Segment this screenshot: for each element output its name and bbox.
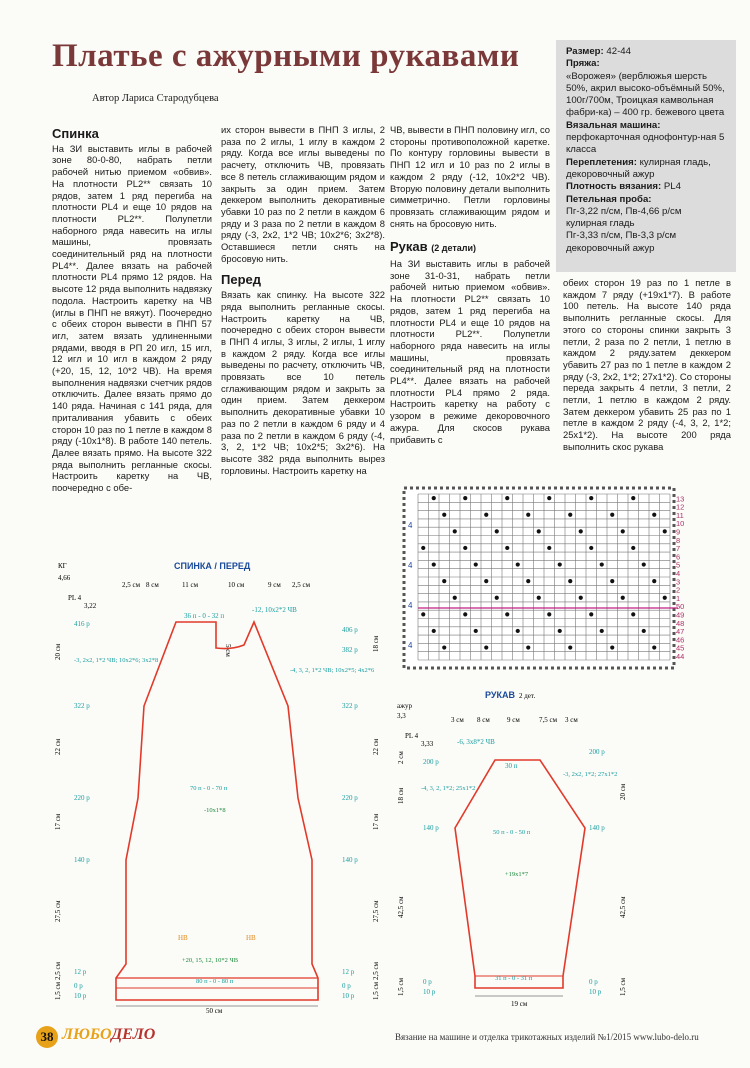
lace-dot [442, 645, 446, 649]
sleeve-top-widths [451, 716, 578, 724]
lace-dot [600, 629, 604, 633]
chart-row-label: 12 [676, 502, 685, 512]
lace-dot [432, 496, 436, 500]
svg-text:12 р: 12 р [342, 968, 355, 976]
lace-dot [621, 529, 625, 533]
hem-add-label: +20, 15, 12, 10*2 ЧВ [182, 957, 239, 964]
svg-text:9 см: 9 см [268, 581, 281, 589]
svg-text:0 р: 0 р [74, 982, 83, 990]
svg-text:18 см: 18 см [397, 787, 405, 804]
svg-text:2 см: 2 см [397, 751, 405, 764]
lace-dot [579, 529, 583, 533]
waist-label: 70 п - 0 - 70 п [190, 785, 228, 792]
bottom-width: 50 см [206, 1007, 223, 1015]
svg-text:3 см: 3 см [565, 716, 578, 724]
chart-row-label: 11 [676, 510, 684, 520]
lace-dot [516, 562, 520, 566]
sleeve-text-cont: обеих сторон 19 раз по 1 петле в каждом 7 ряду (+19х1*7). В работе 100 петель. На высоте 140 ряда выполнить регланные скосы. Для этого со стороны спинки закрыть 3 петли, 2 раза по 2 петли, 1 петлю в каждом 2 ряду.затем деккером убавить 27 раз по 1 петле в каждом 2 ряду (-3, 2х2, 1*2; 27х1*2). Со стороны переда закрыть 4 петли, 3 петли, 2 петли, 1 петлю в каждом 2 ряду. Затем деккером убавить 25 раз по 1 петле в каждом 2 ряду (-4, 3, 2, 1*2; 25х1*2). На высоте 200 ряда выполнить скос рукава [563, 277, 731, 452]
chart-row-label: 47 [676, 627, 685, 637]
left-heights [54, 643, 62, 1000]
sleeve-title-sub: 2 дет. [519, 692, 536, 700]
svg-text:12 р: 12 р [74, 968, 87, 976]
nv-label-2: НВ [246, 934, 256, 942]
front-text: Вязать как спинку. На высоте 322 ряда выполнить регланные скосы. Настроить каретку на ЧВ, поочередно с обеих сторон вывести в ПНП 4 иглы, 3 иглы, 2 иглы, 1 иглу в каждом 2 ряду. Когда все иглы выведены по расчету, отключить ЧВ, провязать все 10 петель сглаживающим рядом и закрыть за один прием. Затем деккером выполнить декоративные убавки 10 раз по 2 петли в каждом 6 ряду и 4 раза по 2 петли в каждом 6 ряду (-4, 3, 2, 1*2 ЧВ; 10х2*5; 3х2*6). На высоте 382 ряда выполнить вырез горловины. Настроить каретку на [221, 289, 385, 476]
sleeve-bottom-width: 19 см [511, 1000, 528, 1008]
lace-dot [505, 546, 509, 550]
svg-text:10 см: 10 см [228, 581, 245, 589]
lace-dot [610, 579, 614, 583]
sleeve-raglan-left: -4, 3, 2, 1*2; 25х1*2 [421, 785, 476, 792]
lace-chart [398, 484, 708, 674]
svg-text:2,5 см: 2,5 см [292, 581, 311, 589]
lace-dot [589, 496, 593, 500]
svg-text:382 р: 382 р [342, 646, 358, 654]
lace-dot [442, 513, 446, 517]
front-text-cont: ЧВ, вывести в ПНП половину игл, со стороны противоположной каретке. По контуру горловины вывести в ПНП 12 игл и 10 раз по 2 иглы в каждом 2 ряду (-12, 10х2*2 ЧВ). Вторую половину детали выполнить симметрично. Петли горловины провязать сглаживающим рядом и снять на бросовую нить. [390, 124, 550, 229]
lace-dot [484, 513, 488, 517]
chart-row-label: 9 [676, 527, 681, 537]
lace-dot [495, 529, 499, 533]
lace-dot [610, 513, 614, 517]
back-heading: Спинка [52, 126, 99, 141]
sleeve-pl-label: PL 4 [405, 732, 419, 740]
lace-dot [589, 612, 593, 616]
chart-row-label: 3 [676, 577, 681, 587]
svg-text:20 см: 20 см [619, 783, 627, 800]
svg-text:140 р: 140 р [423, 824, 439, 832]
chart-row-label: 2 [676, 585, 681, 595]
logo: ЛЮБОДЕЛО [62, 1026, 156, 1043]
svg-text:42,5 см: 42,5 см [619, 896, 627, 918]
sleeve-sub: (2 детали) [431, 243, 477, 254]
raglan-back-label: -3, 2х2, 1*2 ЧВ; 10х2*6; 3х2*8 [74, 657, 159, 664]
chart-row-label: 8 [676, 535, 681, 545]
lace-dot [505, 496, 509, 500]
lace-dot [537, 596, 541, 600]
svg-text:8 см: 8 см [477, 716, 490, 724]
lace-dot [652, 513, 656, 517]
chart-row-label: 13 [676, 494, 685, 504]
svg-text:17 см: 17 см [372, 813, 380, 830]
lace-dot [463, 546, 467, 550]
top-widths [122, 581, 311, 589]
sleeve-right-heights [619, 783, 627, 996]
lace-dot [442, 579, 446, 583]
author: Автор Лариса Стародубцева [92, 93, 219, 104]
svg-text:0 р: 0 р [423, 978, 432, 986]
lace-dot [547, 612, 551, 616]
chart-row-label: 7 [676, 544, 681, 554]
sleeve-mid: 50 п - 0 - 50 п [493, 829, 531, 836]
svg-text:10 р: 10 р [589, 988, 602, 996]
lace-dot [484, 579, 488, 583]
svg-text:220 р: 220 р [342, 794, 358, 802]
back-section [52, 128, 212, 494]
column-4 [563, 277, 731, 453]
lace-dot [568, 513, 572, 517]
svg-text:22 см: 22 см [372, 738, 380, 755]
lace-dot [631, 546, 635, 550]
svg-text:9 см: 9 см [507, 716, 520, 724]
svg-text:200 р: 200 р [589, 748, 605, 756]
chart-side-mark: 4 [408, 561, 413, 570]
front-heading: Перед [221, 272, 261, 288]
back-text-cont: их сторон вывести в ПНП 3 иглы, 2 раза по 2 иглы, 1 иглу в каждом 2 ряду. Когда все иглы выведены по расчету, отключить ЧВ, провязать все 8 петель сглаживающим рядом и закрыть за один прием. Затем деккером выполнить декоративные убавки 10 раз по 2 петли в каждом 6 ряду и 3 раза по 2 петли в каждом 8 ряду (-3, 2х2, 1*2 ЧВ; 10х2*6; 3х2*8). Оставшиеся петли снять на бросовую нить. [221, 124, 385, 264]
svg-text:42,5 см: 42,5 см [397, 896, 405, 918]
svg-text:2,5 см: 2,5 см [122, 581, 141, 589]
svg-text:11 см: 11 см [182, 581, 199, 589]
svg-text:8 см: 8 см [146, 581, 159, 589]
specs-box: Размер: 42-44 Пряжа: «Ворожея» (верблюжья шерсть 50%, акрил высоко-объёмный 50%, 100г/700м, Троицкая камвольная фабри-ка) – 400 гр. бежевого цвета Вязальная машина: перфокарточная однофонтур-ная 5 класса Переплетения: кулирная гладь, декоровочный ажур Плотность вязания: PL4 Петельная проба: Пг-3,22 п/см, Пв-4,66 р/см кулирная гладь Пг-3,33 п/см, Пв-3,3 р/см декоровочный ажур [556, 40, 736, 272]
chart-row-label: 4 [676, 569, 681, 578]
lace-dot [652, 579, 656, 583]
svg-text:1,5 см: 1,5 см [397, 977, 405, 996]
chart-row-label: 44 [676, 652, 685, 661]
footer-text: Вязание на машине и отделка трикотажных изделий №1/2015 www.lubo-delo.ru [395, 1032, 699, 1042]
svg-text:406 р: 406 р [342, 626, 358, 634]
svg-text:17 см: 17 см [54, 813, 62, 830]
diagram-title: СПИНКА / ПЕРЕД [174, 561, 251, 571]
lace-dot [631, 612, 635, 616]
svg-text:20 см: 20 см [54, 643, 62, 660]
svg-text:322 р: 322 р [342, 702, 358, 710]
top-back-label: 36 п - 0 - 32 п [184, 612, 225, 620]
lace-dot [421, 612, 425, 616]
sleeve-heading: Рукав [390, 239, 428, 255]
lace-dot [663, 596, 667, 600]
page-number: 38 [36, 1026, 58, 1048]
kg-label: КГ [58, 562, 67, 570]
lace-dot [652, 645, 656, 649]
chart-side-mark: 4 [408, 601, 413, 610]
chart-row-label: 46 [676, 635, 685, 645]
sleeve-raglan-right: -3, 2х2, 1*2; 27х1*2 [563, 771, 618, 778]
sleeve-cuff: 31 п - 0 - 31 п [495, 975, 533, 982]
lace-dot [621, 596, 625, 600]
sleeve-diagram [395, 688, 635, 1013]
right-rows [342, 626, 358, 1000]
pl-value: 3,22 [84, 602, 97, 610]
sleeve-title: РУКАВ [485, 690, 515, 700]
lace-dot [505, 612, 509, 616]
chart-row-label: 10 [676, 519, 685, 529]
lace-dot [421, 546, 425, 550]
chart-row-label: 49 [676, 610, 685, 620]
lace-dot [568, 579, 572, 583]
top-front-label: -12, 10х2*2 ЧВ [252, 606, 297, 614]
sleeve-top-dec: -6, 3х8*2 ЧВ [457, 738, 495, 746]
waist-dec-label: -10х1*8 [204, 807, 226, 814]
svg-text:10 р: 10 р [423, 988, 436, 996]
sleeve-top-label: 30 п [505, 762, 518, 770]
svg-text:3 см: 3 см [451, 716, 464, 724]
lace-dot [610, 645, 614, 649]
sleeve-inc: +19х1*7 [505, 871, 529, 878]
lace-dot [631, 496, 635, 500]
neck-depth: 5 см [224, 644, 232, 657]
svg-text:200 р: 200 р [423, 758, 439, 766]
svg-text:2,5 см: 2,5 см [54, 961, 62, 980]
lace-dot [589, 546, 593, 550]
lace-dot [537, 529, 541, 533]
lace-dot [432, 629, 436, 633]
chart-row-label: 5 [676, 560, 681, 570]
lace-dot [558, 629, 562, 633]
lace-dot [558, 562, 562, 566]
chart-row-label: 50 [676, 602, 685, 612]
raglan-front-label: -4, 3, 2, 1*2 ЧВ; 10х2*5; 4х2*6 [290, 667, 375, 674]
svg-text:220 р: 220 р [74, 794, 90, 802]
lace-dot [495, 596, 499, 600]
svg-text:2,5 см: 2,5 см [372, 961, 380, 980]
right-heights [372, 635, 380, 1000]
column-2 [221, 124, 385, 476]
column-3 [390, 124, 550, 445]
pl-label: PL 4 [68, 594, 82, 602]
ajur-value: 3,3 [397, 712, 406, 720]
svg-text:140 р: 140 р [74, 856, 90, 864]
lace-dot [600, 562, 604, 566]
svg-text:140 р: 140 р [589, 824, 605, 832]
sleeve-pl-value: 3,33 [421, 740, 434, 748]
svg-text:1,5 см: 1,5 см [619, 977, 627, 996]
lace-dot [579, 596, 583, 600]
chart-side-mark: 4 [408, 641, 413, 650]
hem-label: 80 п - 0 - 80 п [196, 978, 234, 985]
kg-value: 4,66 [58, 574, 71, 582]
lace-dot [642, 629, 646, 633]
lace-dot [453, 596, 457, 600]
svg-text:0 р: 0 р [589, 978, 598, 986]
svg-text:10 р: 10 р [74, 992, 87, 1000]
lace-dot [463, 496, 467, 500]
lace-dot [526, 645, 530, 649]
lace-dot [453, 529, 457, 533]
sleeve-left-heights [397, 751, 405, 996]
svg-text:7,5 см: 7,5 см [539, 716, 558, 724]
lace-dot [516, 629, 520, 633]
lace-dot [547, 546, 551, 550]
svg-text:18 см: 18 см [372, 635, 380, 652]
svg-text:416 р: 416 р [74, 620, 90, 628]
nv-label-1: НВ [178, 934, 188, 942]
lace-dot [526, 513, 530, 517]
svg-text:27,5 см: 27,5 см [372, 900, 380, 922]
svg-text:140 р: 140 р [342, 856, 358, 864]
lace-dot [642, 562, 646, 566]
lace-dot [547, 496, 551, 500]
sleeve-right-rows [589, 748, 605, 996]
chart-side-mark: 4 [408, 521, 413, 530]
lace-dot [463, 612, 467, 616]
lace-dot [474, 562, 478, 566]
svg-text:1,5 см: 1,5 см [54, 981, 62, 1000]
svg-text:27,5 см: 27,5 см [54, 900, 62, 922]
chart-row-label: 6 [676, 552, 681, 562]
sleeve-left-rows [423, 758, 439, 996]
chart-row-label: 48 [676, 618, 685, 628]
lace-dot [484, 645, 488, 649]
svg-text:10 р: 10 р [342, 992, 355, 1000]
lace-dot [568, 645, 572, 649]
svg-text:1,5 см: 1,5 см [372, 981, 380, 1000]
svg-text:322 р: 322 р [74, 702, 90, 710]
lace-dot [474, 629, 478, 633]
svg-text:22 см: 22 см [54, 738, 62, 755]
ajur-label: ажур [397, 702, 412, 710]
lace-dot [526, 579, 530, 583]
chart-row-label: 45 [676, 643, 685, 653]
back-front-diagram [54, 560, 380, 1015]
back-text: На ЗИ выставить иглы в рабочей зоне 80-0-80, набрать петли рабочей нитью приемом «обвив». На плотности PL2** связать 10 рядов, затем 1 ряд перегиба на плотности PL4 и еще 10 рядов на плотности PL2**. Полупетли наборного ряда навесить на иглы машины, провязать соединительный ряд на плотности PL4**. Далее вязать на рабочей плотности PL4 прямо 12 рядов. На высоте 12 ряда выполнить надвязку подола. Настроить каретку на ЧВ (иглы в ПНП не вяжут). Поочередно с обеих сторон вывести в ПНП 57 игл, затем вязать удлиненными рядами, вводя в РП 20 игл, 15 игл, 12 игл и 10 игл в каждом 2 ряду (+20, 15, 12, 10*2 ЧВ). На время выполнения надвязки счетчик рядов отключить. Далее вязать прямо до 140 ряда. Начиная с 141 ряда, для приталивания убавить с обеих сторон 10 раз по 1 петле в каждом 8 ряду (-10х1*8). В работе 140 петель. Далее вязать прямо. На высоте 322 ряда выполнить регланные скосы. Настроить каретку на ЧВ, поочередно с обе- [52, 142, 212, 494]
lace-dot [432, 562, 436, 566]
lace-dot [663, 529, 667, 533]
left-rows [74, 620, 90, 1000]
page-title: Платье с ажурными рукавами [52, 38, 520, 74]
svg-text:0 р: 0 р [342, 982, 351, 990]
sleeve-text: На ЗИ выставить иглы в рабочей зоне 31-0-31, набрать петли рабочей нитью приемом «обвив». На плотности PL2** связать 10 рядов, затем 1 ряд перегиба на плотности PL4 и еще 10 рядов на плотности PL2**. Полупетли наборного ряда навесить на иглы машины, провязать соединительный ряд на плотности PL4**. Далее вязать на рабочей плотности PL4 прямо 2 ряда. Настроить каретку на работу с узором в режиме декоровочного ажура. Для скосов рукава прибавить с [390, 258, 550, 445]
chart-row-label: 1 [676, 593, 681, 603]
